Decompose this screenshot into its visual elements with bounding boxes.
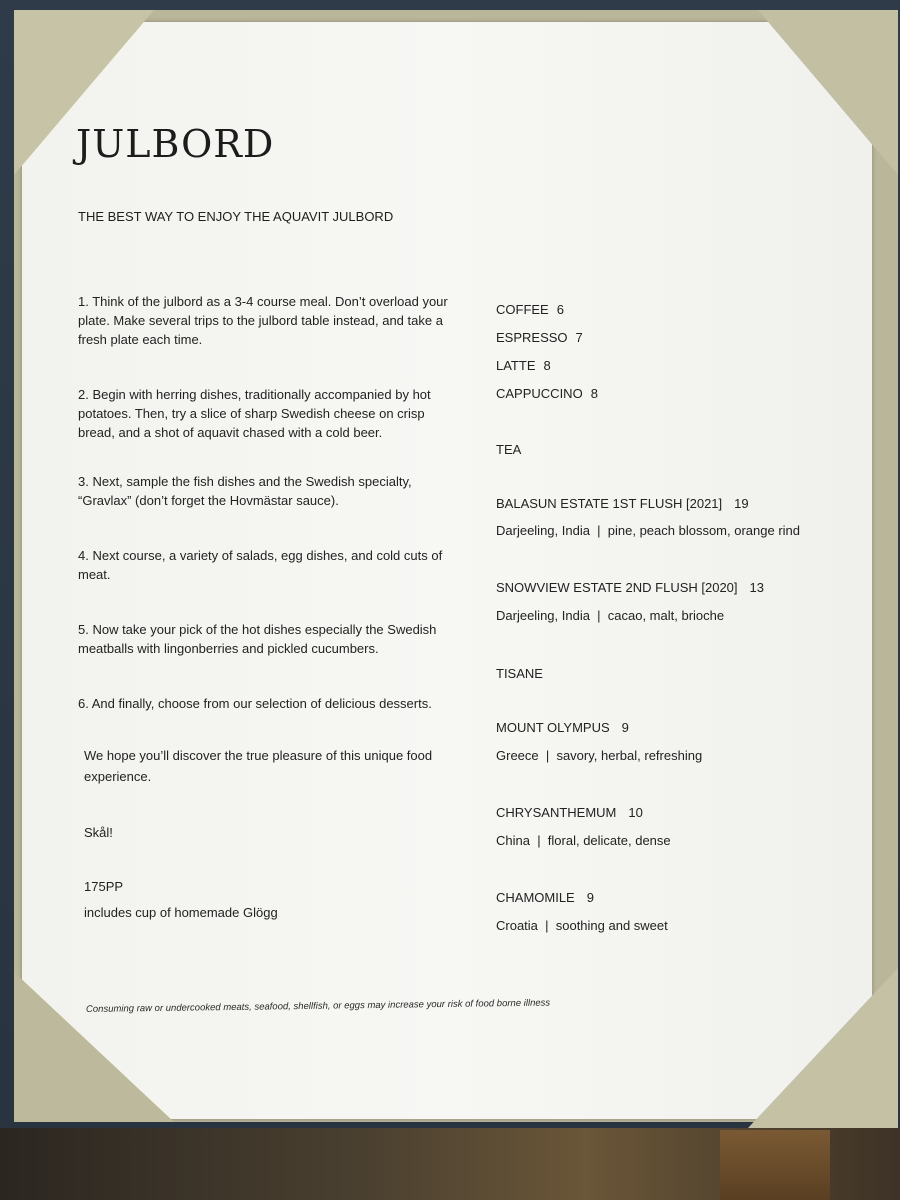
closing-message: We hope you’ll discover the true pleasure of this unique food experience. [84, 748, 433, 784]
menu-item-tea [496, 496, 749, 511]
item-name: CAPPUCCINO [496, 386, 583, 401]
toast: Skål! [84, 825, 113, 840]
menu-item-espresso [496, 330, 583, 345]
photo-corner-bottom-right [748, 968, 898, 1128]
item-name: COFFEE [496, 302, 549, 317]
instruction-step: 2. Begin with herring dishes, traditionally accompanied by hot potatoes. Then, try a slice of sharp Swedish cheese on crisp bread, and a shot of aquavit chased with a cold beer. [78, 387, 431, 440]
menu-item-cappuccino [496, 386, 598, 401]
item-price: 6 [556, 302, 564, 317]
item-price: 10 [628, 805, 643, 820]
menu-item-coffee [496, 302, 564, 317]
photo-corner-top-right [758, 10, 898, 175]
item-description: Darjeeling, India | pine, peach blossom, orange rind [496, 523, 801, 538]
price-note: includes cup of homemade Glögg [84, 905, 278, 920]
item-price: 13 [749, 580, 764, 595]
item-name: MOUNT OLYMPUS [496, 720, 610, 735]
item-name: LATTE [496, 358, 536, 373]
item-price: 7 [575, 330, 583, 345]
menu-item-tea [496, 580, 764, 595]
instruction-step: 3. Next, sample the fish dishes and the Swedish specialty, “Gravlax” (don’t forget the Hovmästar sauce). [78, 474, 412, 508]
item-name: CHAMOMILE [496, 890, 575, 905]
tea-heading: TEA [496, 442, 522, 457]
item-price: 8 [590, 386, 598, 401]
tisane-heading: TISANE [496, 666, 543, 681]
menu-subtitle: THE BEST WAY TO ENJOY THE AQUAVIT JULBORD [78, 209, 394, 224]
item-name: SNOWVIEW ESTATE 2ND FLUSH [2020] [496, 580, 738, 595]
food-safety-disclaimer: Consuming raw or undercooked meats, seafood, shellfish, or eggs may increase your risk of food borne illness [85, 997, 551, 1015]
menu-item-tisane [496, 890, 594, 905]
instruction-step: 4. Next course, a variety of salads, egg dishes, and cold cuts of meat. [78, 548, 443, 582]
menu-item-tisane [496, 720, 629, 735]
item-price: 19 [734, 496, 749, 511]
menu-item-latte [496, 358, 551, 373]
item-description: China | floral, delicate, dense [496, 833, 671, 848]
item-description: Darjeeling, India | cacao, malt, brioche [496, 608, 725, 623]
table-surface [0, 1120, 900, 1200]
item-price: 8 [543, 358, 551, 373]
item-name: CHRYSANTHEMUM [496, 805, 617, 820]
item-name: BALASUN ESTATE 1ST FLUSH [2021] [496, 496, 723, 511]
item-description: Croatia | soothing and sweet [496, 918, 668, 933]
instruction-step: 6. And finally, choose from our selection of delicious desserts. [78, 696, 432, 711]
photo-corner-bottom-left [14, 972, 174, 1122]
item-description: Greece | savory, herbal, refreshing [496, 748, 703, 763]
item-price: 9 [621, 720, 629, 735]
item-price: 9 [586, 890, 594, 905]
julbord-price: 175PP [84, 879, 124, 894]
menu-title: JULBORD [76, 122, 275, 166]
menu-item-tisane [496, 805, 643, 820]
instruction-step: 5. Now take your pick of the hot dishes especially the Swedish meatballs with lingonberries and pickled cucumbers. [78, 622, 437, 656]
instruction-step: 1. Think of the julbord as a 3-4 course meal. Don’t overload your plate. Make several trips to the julbord table instead, and take a fresh plate each time. [78, 294, 448, 347]
item-name: ESPRESSO [496, 330, 568, 345]
